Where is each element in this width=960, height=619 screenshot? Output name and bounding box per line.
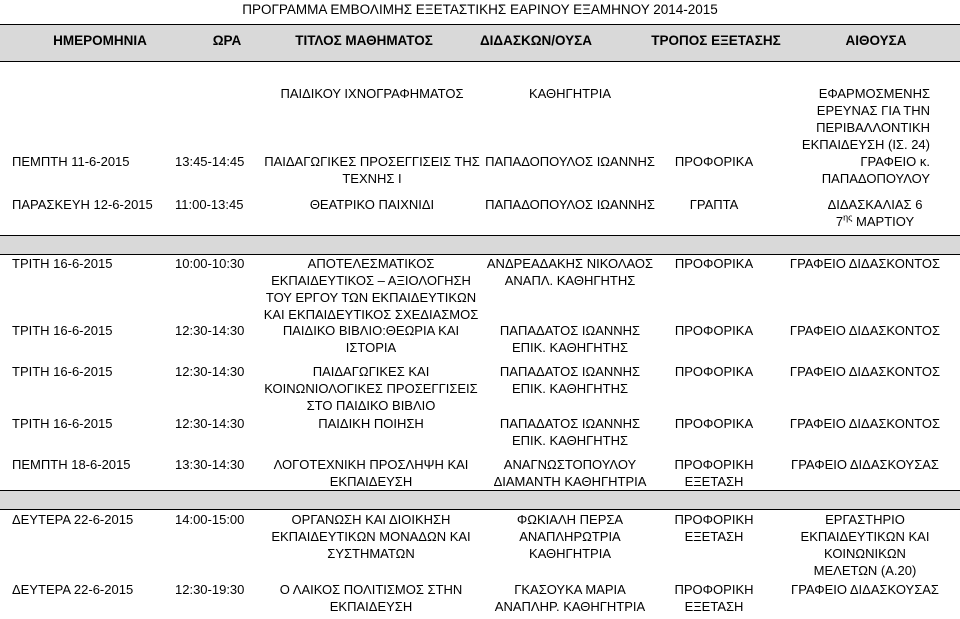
course-title-line: ΑΠΟΤΕΛΕΣΜΑΤΙΚΟΣ bbox=[307, 256, 435, 271]
course-title bbox=[256, 456, 486, 490]
room: ΓΡΑΦΕΙΟ ΔΙΔΑΣΚΟΥΣΑΣ bbox=[791, 457, 939, 472]
exam-type: ΠΡΟΦΟΡΙΚΑ bbox=[674, 154, 754, 169]
header-time: ΩΡΑ bbox=[212, 33, 242, 48]
exam-date: ΔΕΥΤΕΡΑ 22-6-2015 bbox=[12, 512, 134, 527]
instructor-line: ΠΑΠΑΔΑΤΟΣ ΙΩΑΝΝΗΣ bbox=[499, 323, 641, 338]
exam-type-line: ΕΞΕΤΑΣΗ bbox=[684, 599, 744, 614]
room-line: ΜΕΛΕΤΩΝ (Α.20) bbox=[813, 563, 917, 578]
course-title-line: ΠΑΙΔΑΓΩΓΙΚΕΣ ΚΑΙ bbox=[312, 364, 430, 379]
instructor-line: ΕΠΙΚ. ΚΑΘΗΓΗΤΗΣ bbox=[511, 433, 629, 448]
page-title: ΠΡΟΓΡΑΜΜΑ ΕΜΒΟΛΙΜΗΣ ΕΞΕΤΑΣΤΙΚΗΣ ΕΑΡΙΝΟΥ ΕΞΑΜΗΝΟΥ 2014-2015 bbox=[242, 2, 718, 17]
instructor-line: ΚΑΘΗΓΗΤΡΙΑ bbox=[528, 546, 611, 561]
room: ΓΡΑΦΕΙΟ ΔΙΔΑΣΚΟΝΤΟΣ bbox=[789, 364, 941, 379]
exam-date: ΠΕΜΠΤΗ 11-6-2015 bbox=[12, 154, 130, 169]
exam-type-line: ΠΡΟΦΟΡΙΚΗ bbox=[674, 512, 754, 527]
exam-time: 12:30-14:30 bbox=[175, 364, 245, 379]
instructor-line: ΓΚΑΣΟΥΚΑ ΜΑΡΙΑ bbox=[514, 582, 626, 597]
course-title-line: ΟΡΓΑΝΩΣΗ ΚΑΙ ΔΙΟΙΚΗΣΗ bbox=[291, 512, 451, 527]
exam-time: 12:30-19:30 bbox=[175, 582, 245, 597]
instructor-line: ΑΝΑΠΛΗΡ. ΚΑΘΗΓΗΤΡΙΑ bbox=[494, 599, 646, 614]
exam-type-line: ΠΡΟΦΟΡΙΚΗ bbox=[674, 582, 754, 597]
exam-type-line: ΠΡΟΦΟΡΙΚΗ bbox=[674, 457, 754, 472]
course-title-line: ΛΟΓΟΤΕΧΝΙΚΗ ΠΡΟΣΛΗΨΗ ΚΑΙ bbox=[273, 457, 469, 472]
exam-type: ΠΡΟΦΟΡΙΚΑ bbox=[674, 416, 754, 431]
course-title: ΠΑΙΔΙΚΟΥ ΙΧΝΟΓΡΑΦΗΜΑΤΟΣ bbox=[280, 86, 464, 101]
instructor bbox=[470, 322, 670, 356]
course-title-line: ΣΥΣΤΗΜΑΤΩΝ bbox=[327, 546, 415, 561]
instructor bbox=[470, 581, 670, 615]
header-instructor: ΔΙΔΑΣΚΩΝ/ΟΥΣΑ bbox=[479, 33, 593, 48]
course-title-line: ΠΑΙΔΙΚΗ ΠΟΙΗΣΗ bbox=[318, 416, 424, 431]
room-line bbox=[800, 213, 950, 230]
room bbox=[730, 85, 930, 153]
instructor bbox=[470, 255, 670, 289]
room-line: ΕΦΑΡΜΟΣΜΕΝΗΣ bbox=[818, 86, 930, 101]
course-title-line: ΠΑΙΔΙΚΟ ΒΙΒΛΙΟ:ΘΕΩΡΙΑ ΚΑΙ bbox=[282, 323, 460, 338]
exam-type: ΠΡΟΦΟΡΙΚΑ bbox=[674, 323, 754, 338]
section-separator bbox=[0, 235, 960, 255]
room-line: ΕΚΠΑΙΔΕΥΣΗ (ΙΣ. 24) bbox=[801, 137, 930, 152]
room-line: ΠΑΠΑΔΟΠΟΥΛΟΥ bbox=[821, 171, 930, 186]
section-separator bbox=[0, 490, 960, 510]
course-title-line: ΣΤΟ ΠΑΙΔΙΚΟ ΒΙΒΛΙΟ bbox=[306, 398, 436, 413]
instructor-line: ΠΑΠΑΔΑΤΟΣ ΙΩΑΝΝΗΣ bbox=[499, 364, 641, 379]
exam-type: ΠΡΟΦΟΡΙΚΑ bbox=[674, 364, 754, 379]
exam-date: ΔΕΥΤΕΡΑ 22-6-2015 bbox=[12, 582, 134, 597]
course-title-line: ΕΚΠΑΙΔΕΥΣΗ bbox=[329, 599, 413, 614]
header-date: ΗΜΕΡΟΜΗΝΙΑ bbox=[53, 33, 147, 48]
course-title bbox=[256, 322, 486, 356]
exam-type: ΓΡΑΠΤΑ bbox=[689, 197, 739, 212]
course-line: ΠΑΙΔΑΓΩΓΙΚΕΣ ΠΡΟΣΕΓΓΙΣΕΙΣ ΤΗΣ bbox=[264, 154, 480, 169]
course-title: ΘΕΑΤΡΙΚΟ ΠΑΙΧΝΙΔΙ bbox=[309, 197, 435, 212]
instructor: ΚΑΘΗΓΗΤΡΙΑ bbox=[528, 86, 611, 101]
header-room: ΑΙΘΟΥΣΑ bbox=[845, 33, 907, 48]
exam-date: ΠΑΡΑΣΚΕΥΗ 12-6-2015 bbox=[12, 197, 153, 212]
room-line: ΕΡΕΥΝΑΣ ΓΙΑ ΤΗΝ bbox=[816, 103, 930, 118]
room: ΓΡΑΦΕΙΟ ΔΙΔΑΣΚΟΝΤΟΣ bbox=[789, 323, 941, 338]
room: ΓΡΑΦΕΙΟ ΔΙΔΑΣΚΟΝΤΟΣ bbox=[789, 256, 941, 271]
room: ΓΡΑΦΕΙΟ ΔΙΔΑΣΚΟΝΤΟΣ bbox=[789, 416, 941, 431]
course-title bbox=[256, 415, 486, 432]
room-line: ΕΚΠΑΙΔΕΥΤΙΚΩΝ ΚΑΙ bbox=[800, 529, 930, 544]
course-title-line: ΕΚΠΑΙΔΕΥΤΙΚΩΝ ΜΟΝΑΔΩΝ ΚΑΙ bbox=[271, 529, 471, 544]
instructor-line: ΑΝΑΠΛΗΡΩΤΡΙΑ bbox=[519, 529, 621, 544]
room-line: ΓΡΑΦΕΙΟ ΔΙΔΑΣΚΟΥΣΑΣ bbox=[791, 582, 939, 597]
exam-type bbox=[664, 581, 764, 615]
instructor-line: ΑΝΑΓΝΩΣΤΟΠΟΥΛΟΥ bbox=[503, 457, 637, 472]
exam-type bbox=[664, 456, 764, 490]
exam-time: 11:00-13:45 bbox=[175, 197, 244, 212]
instructor bbox=[470, 415, 670, 449]
room-line: ΚΟΙΝΩΝΙΚΩΝ bbox=[824, 546, 906, 561]
course-title bbox=[256, 363, 486, 414]
course-line: ΤΕΧΝΗΣ Ι bbox=[342, 171, 402, 186]
exam-date: ΤΡΙΤΗ 16-6-2015 bbox=[12, 364, 113, 379]
exam-time: 13:30-14:30 bbox=[175, 457, 245, 472]
exam-date: ΠΕΜΠΤΗ 18-6-2015 bbox=[12, 457, 131, 472]
instructor-line: ΠΑΠΑΔΑΤΟΣ ΙΩΑΝΝΗΣ bbox=[499, 416, 641, 431]
course-title-line: ΙΣΤΟΡΙΑ bbox=[345, 340, 397, 355]
exam-type-line: ΕΞΕΤΑΣΗ bbox=[684, 529, 744, 544]
room-line: ΠΕΡΙΒΑΛΛΟΝΤΙΚΗ bbox=[816, 120, 930, 135]
room-superscript: ης bbox=[843, 212, 853, 223]
course-title-line: ΤΟΥ ΕΡΓΟΥ ΤΩΝ ΕΚΠΑΙΔΕΥΤΙΚΩΝ bbox=[265, 290, 477, 305]
course-title-line: ΚΟΙΝΩΝΙΟΛΟΓΙΚΕΣ ΠΡΟΣΕΓΓΙΣΕΙΣ bbox=[264, 381, 478, 396]
course-title bbox=[256, 581, 486, 615]
instructor bbox=[470, 363, 670, 397]
room bbox=[800, 196, 950, 230]
room-number: 7 bbox=[835, 214, 844, 229]
exam-time: 14:00-15:00 bbox=[175, 512, 245, 527]
table-header bbox=[0, 24, 960, 62]
instructor bbox=[470, 511, 670, 562]
course-title bbox=[258, 153, 486, 187]
exam-date: ΤΡΙΤΗ 16-6-2015 bbox=[12, 416, 113, 431]
instructor-line: ΕΠΙΚ. ΚΑΘΗΓΗΤΗΣ bbox=[511, 340, 629, 355]
instructor: ΠΑΠΑΔΟΠΟΥΛΟΣ ΙΩΑΝΝΗΣ bbox=[485, 197, 655, 212]
instructor: ΠΑΠΑΔΟΠΟΥΛΟΣ ΙΩΑΝΝΗΣ bbox=[485, 154, 655, 169]
exam-type bbox=[664, 511, 764, 545]
exam-time: 10:00-10:30 bbox=[175, 256, 245, 271]
room-line: ΕΡΓΑΣΤΗΡΙΟ bbox=[825, 512, 905, 527]
room-month: ΜΑΡΤΙΟΥ bbox=[852, 214, 915, 229]
instructor-line: ΕΠΙΚ. ΚΑΘΗΓΗΤΗΣ bbox=[511, 381, 629, 396]
course-title bbox=[256, 511, 486, 562]
instructor-line: ΑΝΑΠΛ. ΚΑΘΗΓΗΤΗΣ bbox=[504, 273, 636, 288]
course-title-line: ΕΚΠΑΙΔΕΥΤΙΚΟΣ – ΑΞΙΟΛΟΓΗΣΗ bbox=[271, 273, 471, 288]
exam-time: 13:45-14:45 bbox=[175, 154, 245, 169]
instructor bbox=[470, 456, 670, 490]
exam-time: 12:30-14:30 bbox=[175, 323, 245, 338]
exam-date: ΤΡΙΤΗ 16-6-2015 bbox=[12, 256, 113, 271]
course-title bbox=[256, 255, 486, 323]
header-course: ΤΙΤΛΟΣ ΜΑΘΗΜΑΤΟΣ bbox=[295, 33, 433, 48]
instructor-line: ΔΙΑΜΑΝΤΗ ΚΑΘΗΓΗΤΡΙΑ bbox=[493, 474, 647, 489]
exam-date: ΤΡΙΤΗ 16-6-2015 bbox=[12, 323, 113, 338]
course-title-line: ΕΚΠΑΙΔΕΥΣΗ bbox=[329, 474, 413, 489]
room-line: ΓΡΑΦΕΙΟ κ. bbox=[860, 154, 930, 169]
room bbox=[780, 511, 950, 579]
instructor-line: ΦΩΚΙΑΛΗ ΠΕΡΣΑ bbox=[516, 512, 624, 527]
room bbox=[780, 581, 950, 598]
course-title-line: Ο ΛΑΙΚΟΣ ΠΟΛΙΤΙΣΜΟΣ ΣΤΗΝ bbox=[279, 582, 463, 597]
room-line: ΔΙΔΑΣΚΑΛΙΑΣ 6 bbox=[827, 197, 923, 212]
exam-type: ΠΡΟΦΟΡΙΚΑ bbox=[674, 256, 754, 271]
course-title-line: ΚΑΙ ΕΚΠΑΙΔΕΥΤΙΚΟΣ ΣΧΕΔΙΑΣΜΟΣ bbox=[263, 307, 479, 322]
instructor-line: ΑΝΔΡΕΑΔΑΚΗΣ ΝΙΚΟΛΑΟΣ bbox=[486, 256, 654, 271]
exam-type-line: ΕΞΕΤΑΣΗ bbox=[684, 474, 744, 489]
room bbox=[730, 153, 930, 187]
exam-time: 12:30-14:30 bbox=[175, 416, 245, 431]
header-exam-type: ΤΡΟΠΟΣ ΕΞΕΤΑΣΗΣ bbox=[651, 33, 781, 48]
